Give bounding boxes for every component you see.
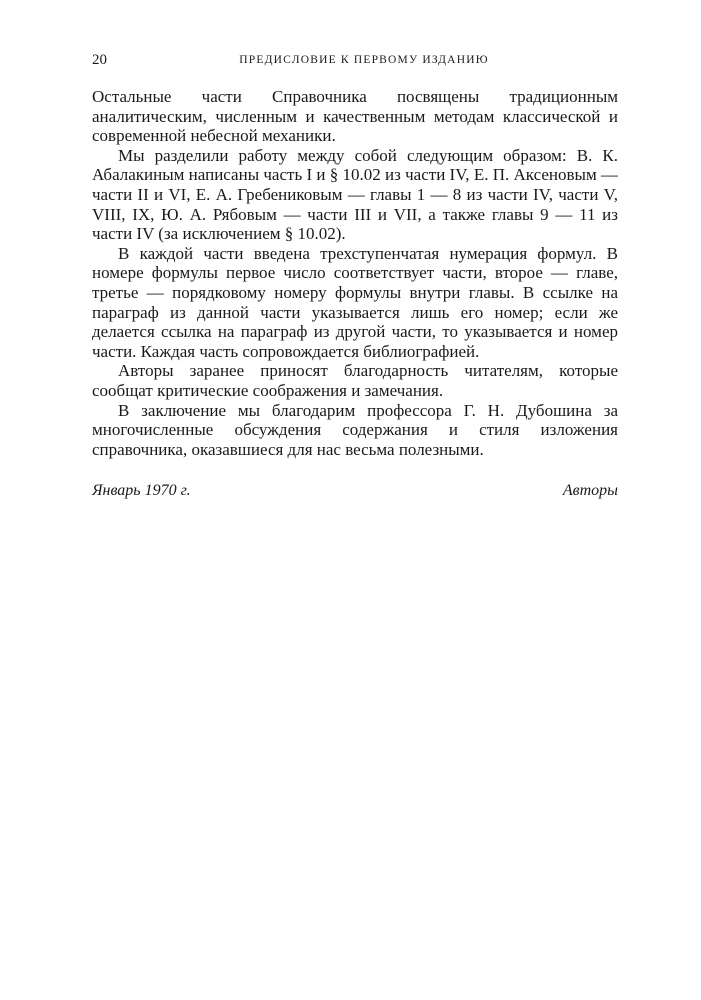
running-title: ПРЕДИСЛОВИЕ К ПЕРВОМУ ИЗДАНИЮ — [239, 54, 489, 66]
paragraph-formula-numbering: В каждой части введена трехступенчатая нумерация формул. В номере формулы первое число соответствует части, второе — главе, третье — порядковому номеру формулы внутри главы. В ссылке на параграф из данной части указывается лишь его номер; если же делается ссылка на параграф из другой части, то указывается и номер части. Каждая часть сопровождается библиографией. — [92, 243, 618, 361]
signature-date: Январь 1970 г. — [92, 482, 191, 499]
body-text — [92, 87, 618, 459]
paragraph-continuation: Остальные части Справочника посвящены традиционным аналитическим, численным и качественным методам классической и современной небесной механики. — [92, 87, 618, 146]
page-footer — [92, 480, 618, 502]
paragraph-division-of-work: Мы разделили работу между собой следующим образом: В. К. Абалакиным написаны часть I и § 10.02 из части IV, Е. П. Аксеновым — части II и VI, Е. А. Гребениковым — главы 1 — 8 из части IV, части V, VIII, IX, Ю. А. Рябовым — части III и VII, а также главы 9 — 11 из части IV (за исключением § 10.02). — [92, 145, 618, 244]
paragraph-acknowledgement: В заключение мы благодарим профессора Г. Н. Дубошина за многочисленные обсуждения содержания и стиля изложения справочника, оказавшиеся для нас весьма полезными. — [92, 400, 618, 459]
page-header — [92, 50, 618, 70]
paragraph-reader-thanks: Авторы заранее приносят благодарность читателям, которые сообщат критические соображения и замечания. — [92, 361, 618, 400]
signature-authors: Авторы — [562, 482, 618, 499]
page-number: 20 — [92, 52, 107, 68]
